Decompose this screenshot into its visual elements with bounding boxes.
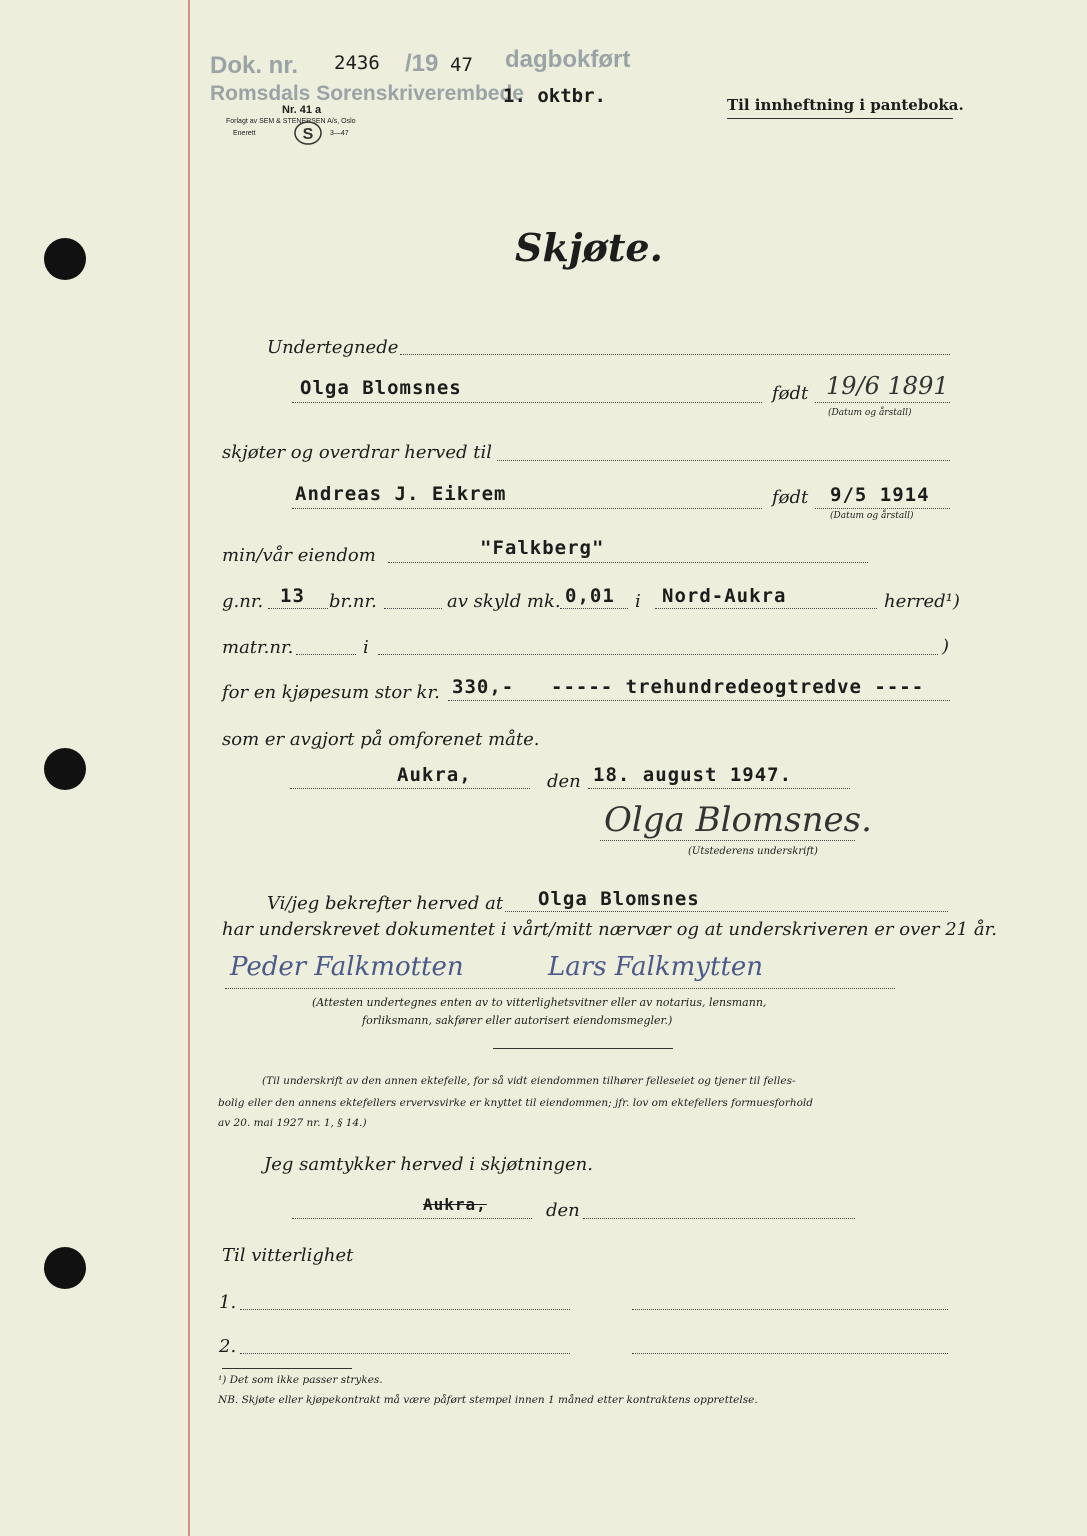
punch-hole bbox=[44, 238, 86, 280]
spouse-note-1: (Til underskrift av den annen ektefelle, for så vidt eiendommen tilhører felleseiet og tjener til felles- bbox=[262, 1075, 796, 1087]
skyld-value: 0,01 bbox=[565, 585, 615, 607]
footnote-2: NB. Skjøte eller kjøpekontrakt må være påført stempel innen 1 måned etter kontraktens opprettelse. bbox=[218, 1394, 758, 1406]
dotted-line bbox=[815, 402, 950, 403]
property-name: "Falkberg" bbox=[480, 537, 605, 559]
dotted-line bbox=[240, 1309, 570, 1310]
dotted-line bbox=[225, 988, 895, 989]
dotted-line bbox=[388, 562, 868, 563]
dotted-line bbox=[448, 700, 950, 701]
witness-confirm-name: Olga Blomsnes bbox=[538, 888, 700, 910]
skyld-label: av skyld mk. bbox=[447, 591, 561, 612]
gnr-value: 13 bbox=[280, 585, 305, 607]
i-label: i bbox=[635, 591, 641, 612]
dotted-line bbox=[240, 1353, 570, 1354]
year-suffix: 47 bbox=[450, 54, 473, 76]
dotted-line bbox=[378, 654, 938, 655]
header-right-title: Til innheftning i panteboka. bbox=[727, 96, 964, 114]
dotted-line bbox=[292, 402, 762, 403]
consent-label: Jeg samtykker herved i skjøtningen. bbox=[264, 1154, 593, 1175]
publisher-logo-icon bbox=[293, 120, 323, 146]
seller-name: Olga Blomsnes bbox=[300, 377, 462, 399]
dotted-line bbox=[815, 508, 950, 509]
herred-label: herred¹) bbox=[884, 591, 960, 612]
price-value: 330,- bbox=[452, 676, 515, 698]
punch-hole bbox=[44, 748, 86, 790]
transfer-label: skjøter og overdrar herved til bbox=[222, 442, 492, 463]
witness-confirm-label: Vi/jeg bekrefter herved at bbox=[267, 893, 504, 914]
spouse-note-2: bolig eller den annens ektefellers ervervsvirke er knyttet til eiendommen; jfr. lov om ektefellers formuesforhold bbox=[218, 1097, 814, 1109]
dotted-line bbox=[632, 1353, 948, 1354]
stamp-office: Romsdals Sorenskriverembede bbox=[210, 82, 524, 105]
seller-birth: 19/6 1891 bbox=[826, 372, 949, 400]
dotted-line bbox=[292, 1218, 532, 1219]
svg-text:S: S bbox=[302, 126, 314, 143]
brnr-label: br.nr. bbox=[329, 591, 377, 612]
issuer-signature: Olga Blomsnes. bbox=[604, 800, 872, 840]
witness-signature-1: Peder Falkmotten bbox=[230, 952, 464, 982]
price-label: for en kjøpesum stor kr. bbox=[222, 682, 440, 703]
price-words: ----- trehundredeogtredve ---- bbox=[551, 676, 925, 698]
witness-signature-2: Lars Falkmytten bbox=[548, 952, 764, 982]
dotted-line bbox=[632, 1309, 948, 1310]
edition: 3—47 bbox=[330, 130, 349, 137]
dotted-line bbox=[588, 788, 850, 789]
dotted-line bbox=[384, 608, 442, 609]
dotted-line bbox=[655, 608, 877, 609]
vitterlighet-label: Til vitterlighet bbox=[222, 1245, 354, 1266]
witness-note-1: (Attesten undertegnes enten av to vitterlighetsvitner eller av notarius, lensmann, bbox=[312, 996, 767, 1009]
dok-number: 2436 bbox=[334, 52, 380, 74]
footnote-1: ¹) Det som ikke passer strykes. bbox=[218, 1374, 383, 1386]
gnr-label: g.nr. bbox=[222, 591, 264, 612]
witness-statement: har underskrevet dokumentet i vårt/mitt nærvær og at underskriveren er over 21 år. bbox=[222, 919, 997, 940]
dotted-line bbox=[600, 840, 855, 841]
fodt-label-2: født bbox=[772, 487, 809, 508]
den-label: den bbox=[547, 771, 581, 792]
herred-value: Nord-Aukra bbox=[662, 585, 787, 607]
dotted-line bbox=[583, 1218, 855, 1219]
enerett: Enerett bbox=[233, 130, 256, 137]
punch-hole bbox=[44, 1247, 86, 1289]
header-underline bbox=[727, 118, 953, 119]
dotted-line bbox=[268, 608, 328, 609]
dotted-line bbox=[505, 911, 948, 912]
datum-caption-2: (Datum og årstall) bbox=[830, 511, 914, 521]
red-margin-line bbox=[188, 0, 190, 1536]
settled-label: som er avgjort på omforenet måte. bbox=[222, 729, 540, 750]
consent-den: den bbox=[546, 1200, 580, 1221]
issuer-caption: (Utstederens underskrift) bbox=[688, 846, 818, 857]
dotted-line bbox=[560, 608, 628, 609]
property-label: min/vår eiendom bbox=[222, 545, 376, 566]
buyer-name: Andreas J. Eikrem bbox=[295, 483, 507, 505]
form-number: Nr. 41 a bbox=[282, 104, 322, 116]
stamp-dagbok: dagbokført bbox=[505, 46, 631, 73]
buyer-birth: 9/5 1914 bbox=[830, 484, 930, 506]
dotted-line bbox=[497, 460, 950, 461]
consent-place: Aukra, bbox=[423, 1195, 487, 1214]
place: Aukra, bbox=[397, 764, 472, 786]
publisher: Forlagt av SEM & STENERSEN A/s, Oslo bbox=[226, 118, 356, 125]
witness-note-2: forliksmann, sakfører eller autorisert eiendomsmegler.) bbox=[362, 1014, 673, 1027]
spouse-note-3: av 20. mai 1927 nr. 1, § 14.) bbox=[218, 1117, 367, 1129]
document-title: Skjøte. bbox=[515, 225, 663, 270]
stamp-dok-label: Dok. nr. bbox=[210, 52, 299, 79]
witness-line-1-number: 1. bbox=[219, 1292, 237, 1313]
datum-caption: (Datum og årstall) bbox=[828, 408, 912, 418]
footnote-separator bbox=[222, 1368, 352, 1369]
undertegnede-label: Undertegnede bbox=[267, 337, 399, 358]
dotted-line bbox=[400, 354, 950, 355]
witness-line-2-number: 2. bbox=[219, 1336, 237, 1357]
matr-i-label: i bbox=[363, 637, 369, 658]
sign-date: 18. august 1947. bbox=[593, 764, 793, 786]
registration-date: 1. oktbr. bbox=[503, 85, 606, 107]
dotted-line bbox=[290, 788, 530, 789]
separator-line bbox=[493, 1048, 673, 1049]
dotted-line bbox=[296, 654, 356, 655]
dotted-line bbox=[292, 508, 762, 509]
matr-label: matr.nr. bbox=[222, 637, 294, 658]
close-paren: ) bbox=[942, 636, 950, 657]
stamp-year-prefix: /19 bbox=[405, 50, 439, 77]
fodt-label: født bbox=[772, 383, 809, 404]
